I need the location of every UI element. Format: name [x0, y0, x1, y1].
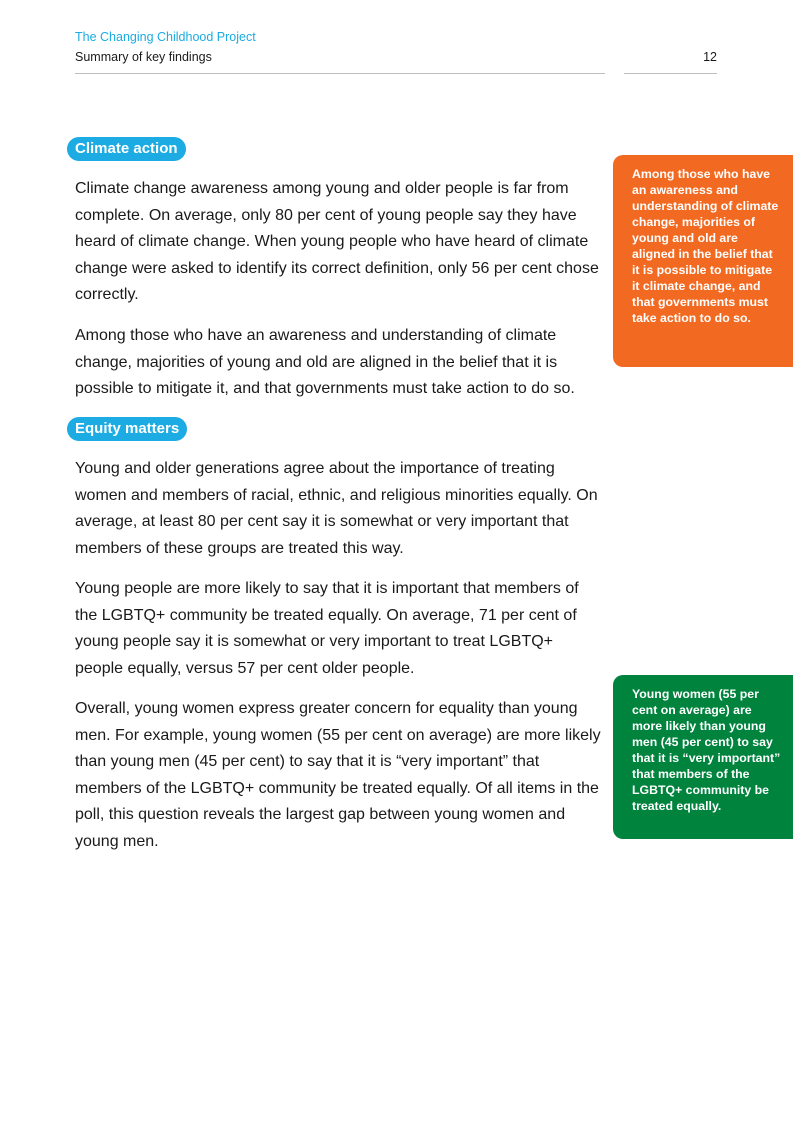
header-divider-right — [624, 73, 717, 74]
equity-callout-box — [613, 675, 793, 839]
equity-paragraph-3: Overall, young women express greater concern for equality than young men. For example, young women (55 per cent on average) are more likely than young men (45 per cent) to say that it is “very important” that members of the LGBTQ+ community be treated equally. Of all items in the poll, this question reveals the largest gap between young women and young men. — [75, 700, 601, 850]
header-project-title: The Changing Childhood Project — [75, 30, 256, 44]
equity-paragraph-2: Young people are more likely to say that it is important that members of the LGBTQ+ community be treated equally. On average, 71 per cent of young people say it is somewhat or very important to treat LGBTQ+ people equally, versus 57 per cent older people. — [75, 580, 579, 677]
header-divider-left — [75, 73, 605, 74]
header-page-number: 12 — [703, 50, 717, 64]
climate-heading: Climate action — [67, 137, 186, 161]
climate-callout-box — [613, 155, 793, 367]
header-section-title: Summary of key findings — [75, 50, 212, 64]
equity-heading: Equity matters — [67, 417, 187, 441]
climate-callout-text: Among those who have an awareness and understanding of climate change, majorities of young and old are aligned in the belief that it is possible to mitigate it climate change, and that governments must take action to do so. — [632, 167, 779, 325]
equity-paragraph-1: Young and older generations agree about the importance of treating women and members of racial, ethnic, and religious minorities equally. On average, at least 80 per cent say it is somewhat or very important that members of these groups are treated this way. — [75, 460, 598, 557]
equity-callout-text: Young women (55 per cent on average) are more likely than young men (45 per cent) to say that it is “very important” that members of the LGBTQ+ community be treated equally. — [632, 687, 781, 813]
climate-paragraph-2: Among those who have an awareness and understanding of climate change, majorities of young and old are aligned in the belief that it is possible to mitigate it, and that governments must take action to do so. — [75, 327, 575, 398]
climate-paragraph-1: Climate change awareness among young and older people is far from complete. On average, only 80 per cent of young people say they have heard of climate change. When young people who have heard of climate change were asked to identify its correct definition, only 56 per cent chose correctly. — [75, 180, 599, 304]
